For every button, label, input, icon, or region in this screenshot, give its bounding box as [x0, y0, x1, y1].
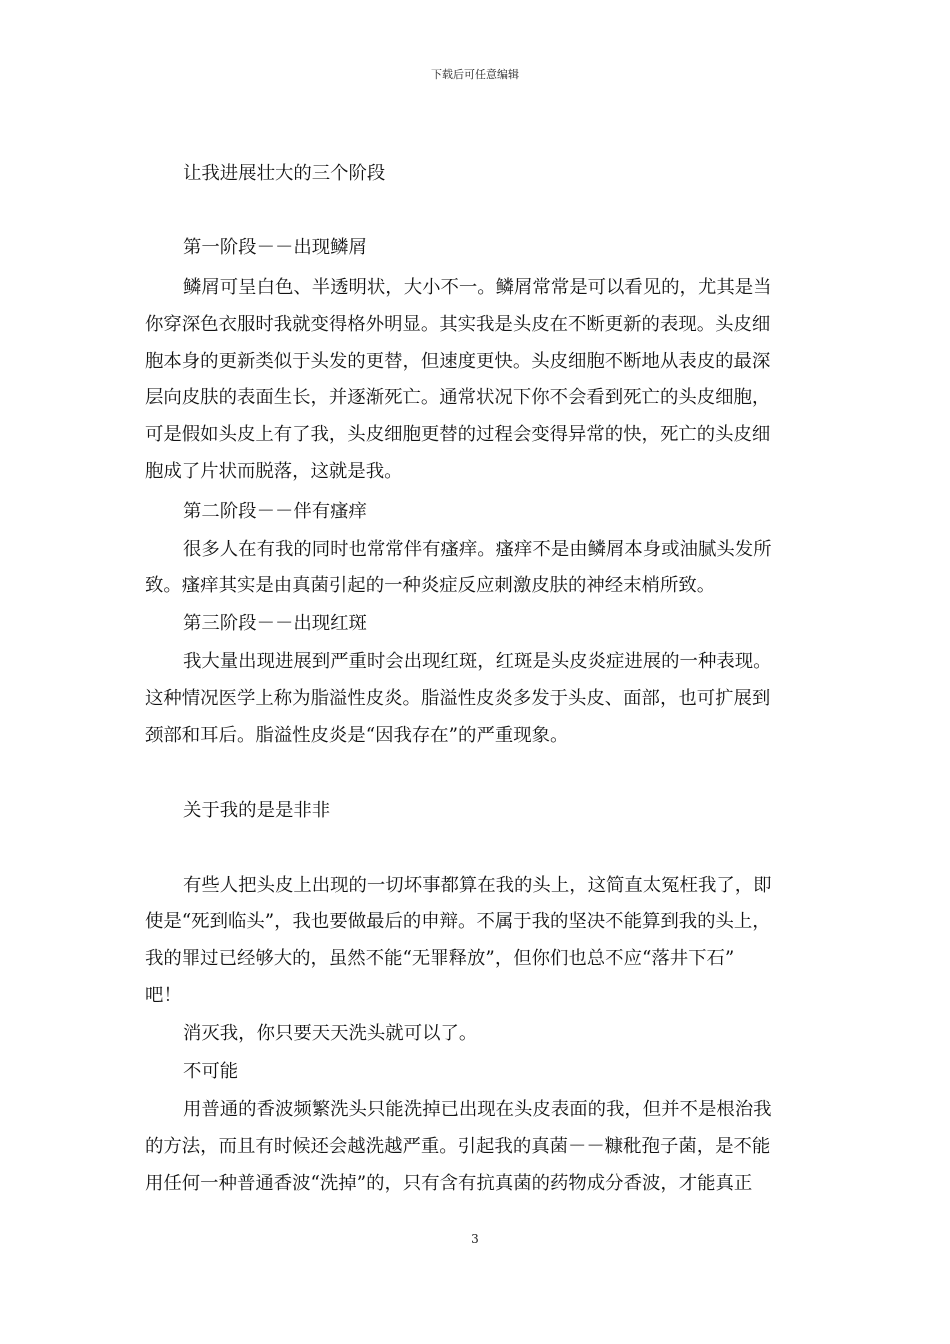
paragraph-line: 胞本身的更新类似于头发的更替，但速度更快。头皮细胞不断地从表皮的最深: [145, 351, 771, 372]
claim-line: 消灭我，你只要天天洗头就可以了。: [183, 1023, 478, 1044]
page-header: 下载后可任意编辑: [431, 68, 519, 81]
paragraph-line: 我大量出现进展到严重时会出现红斑，红斑是头皮炎症进展的一种表现。: [183, 651, 772, 672]
section-heading: 让我进展壮大的三个阶段: [183, 163, 386, 184]
paragraph-line: 用任何一种普通香波“洗掉”的，只有含有抗真菌的药物成分香波，才能真正: [145, 1173, 753, 1194]
verdict-line: 不可能: [183, 1061, 239, 1082]
paragraph-line: 可是假如头皮上有了我，头皮细胞更替的过程会变得异常的快，死亡的头皮细: [145, 424, 771, 445]
stage-heading: 第三阶段－－出现红斑: [183, 613, 367, 634]
paragraph-line: 我的罪过已经够大的，虽然不能“无罪释放”，但你们也总不应“落井下石”: [145, 948, 735, 969]
paragraph-line: 的方法，而且有时候还会越洗越严重。引起我的真菌－－糠秕孢子菌，是不能: [145, 1136, 771, 1157]
paragraph-line: 用普通的香波频繁洗头只能洗掉已出现在头皮表面的我，但并不是根治我: [183, 1099, 772, 1120]
paragraph-line: 吧！: [145, 985, 182, 1006]
stage-heading: 第二阶段－－伴有瘙痒: [183, 501, 367, 522]
paragraph-line: 层向皮肤的表面生长，并逐渐死亡。通常状况下你不会看到死亡的头皮细胞，: [145, 387, 771, 408]
paragraph-line: 这种情况医学上称为脂溢性皮炎。脂溢性皮炎多发于头皮、面部，也可扩展到: [145, 688, 771, 709]
paragraph-line: 很多人在有我的同时也常常伴有瘙痒。瘙痒不是由鳞屑本身或油腻头发所: [183, 539, 772, 560]
paragraph-line: 鳞屑可呈白色、半透明状，大小不一。鳞屑常常是可以看见的，尤其是当: [183, 277, 772, 298]
paragraph-line: 胞成了片状而脱落，这就是我。: [145, 461, 403, 482]
stage-heading: 第一阶段－－出现鳞屑: [183, 237, 367, 258]
paragraph-line: 使是“死到临头”，我也要做最后的申辩。不属于我的坚决不能算到我的头上，: [145, 911, 771, 932]
section-heading: 关于我的是是非非: [183, 800, 331, 821]
page-number: 3: [471, 1232, 479, 1246]
paragraph-line: 颈部和耳后。脂溢性皮炎是“因我存在”的严重现象。: [145, 725, 569, 746]
paragraph-line: 有些人把头皮上出现的一切坏事都算在我的头上，这简直太冤枉我了，即: [183, 875, 772, 896]
paragraph-line: 致。瘙痒其实是由真菌引起的一种炎症反应刺激皮肤的神经末梢所致。: [145, 575, 716, 596]
paragraph-line: 你穿深色衣服时我就变得格外明显。其实我是头皮在不断更新的表现。头皮细: [145, 314, 771, 335]
